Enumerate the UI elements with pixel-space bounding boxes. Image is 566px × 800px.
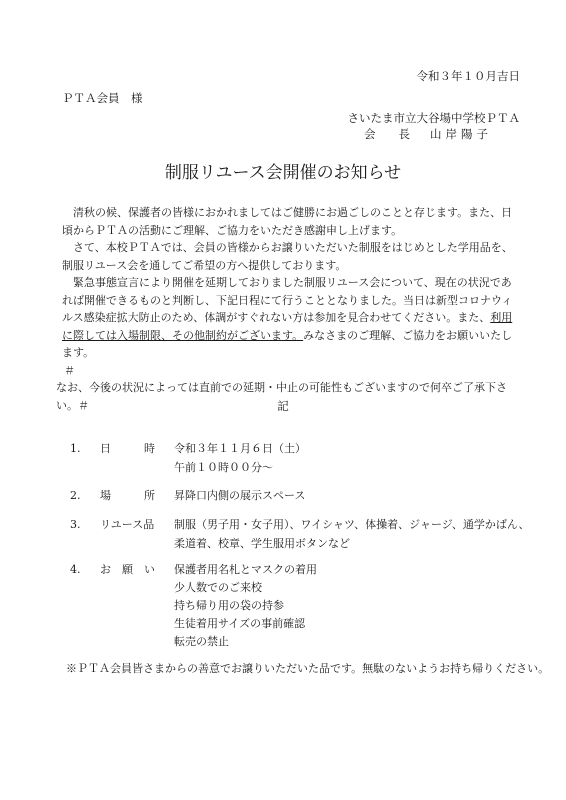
hash-mark: ＃ [64,363,75,377]
item-value: 保護者用名札とマスクの着用 [174,563,317,576]
sender-name: 山岸陽子 [430,127,492,141]
item-value: 午前１０時００分～ [174,461,273,474]
paragraph-intro: さて、本校ＰＴＡでは、会員の皆様からお譲りいただいた制服をはじめとした学用品を、制服リユース会を通してご希望の方へ提供しております。 [62,241,513,272]
paragraph-postponement-note: なお、今後の状況によっては直前での延期・中止の可能性もございますので何卒ご了承下さい。＃ [56,381,507,412]
item-label: 場 所 [100,489,155,502]
item-label: お 願 い [100,563,155,576]
item-label: リユース品 [100,518,155,531]
item-value: 昇降口内側の展示スペース [174,489,306,502]
item-number: 1. [70,442,81,455]
ki-heading: 記 [277,399,289,413]
document-date: 令和３年１０月吉日 [416,69,520,83]
sender-role: 会 長 [364,127,410,141]
paragraph-announcement-text: 緊急事態宣言により開催を延期しておりました制服リユース会について、現在の状況であれば開催できるものと判断し、下記日程にて行うこととなりました。当日は新型コロナウィルス感染症拡大防止のため、体調がすぐれない方は参加を見合わせてください。また、 [62,276,513,324]
item-value: 生徒着用サイズの事前確認 [174,617,306,630]
paragraph-greeting: 清秋の候、保護者の皆様におかれましてはご健勝にお過ごしのことと存じます。また、日頃からＰＴＡの活動にご理解、ご協力をいただき感謝申し上げます。 [62,206,513,237]
item-value: 制服（男子用・女子用）、ワイシャツ、体操着、ジャージ、通学かばん、 [174,518,530,531]
item-number: 4. [70,563,81,576]
document-title: 制服リユース会開催のお知らせ [164,163,402,183]
sender-organization: さいたま市立大谷場中学校ＰＴＡ [347,111,520,125]
item-value: 柔道着、校章、学生服用ボタンなど [174,537,350,550]
item-value: 令和３年１１月６日（土） [174,442,306,455]
item-value: 転売の禁止 [174,635,229,648]
paragraph-announcement-closing: みなさまのご理解、ご協力をお願いいたします。 [62,328,513,359]
item-label: 日 時 [100,442,155,455]
addressee: ＰＴＡ会員 様 [62,91,143,105]
restriction-underlined-text: 利用に際しては入場制限、その他制約がございます。 [62,311,513,342]
closing-note: ※ＰＴＡ会員皆さまからの善意でお譲りいただいた品です。無駄のないようお持ち帰りください。 [66,662,550,675]
item-value: 少人数でのご来校 [174,581,262,594]
item-value: 持ち帰り用の袋の持参 [174,599,284,612]
item-number: 3. [70,518,81,531]
paragraph-announcement [62,274,522,362]
body-text [56,204,522,414]
item-number: 2. [70,489,81,502]
